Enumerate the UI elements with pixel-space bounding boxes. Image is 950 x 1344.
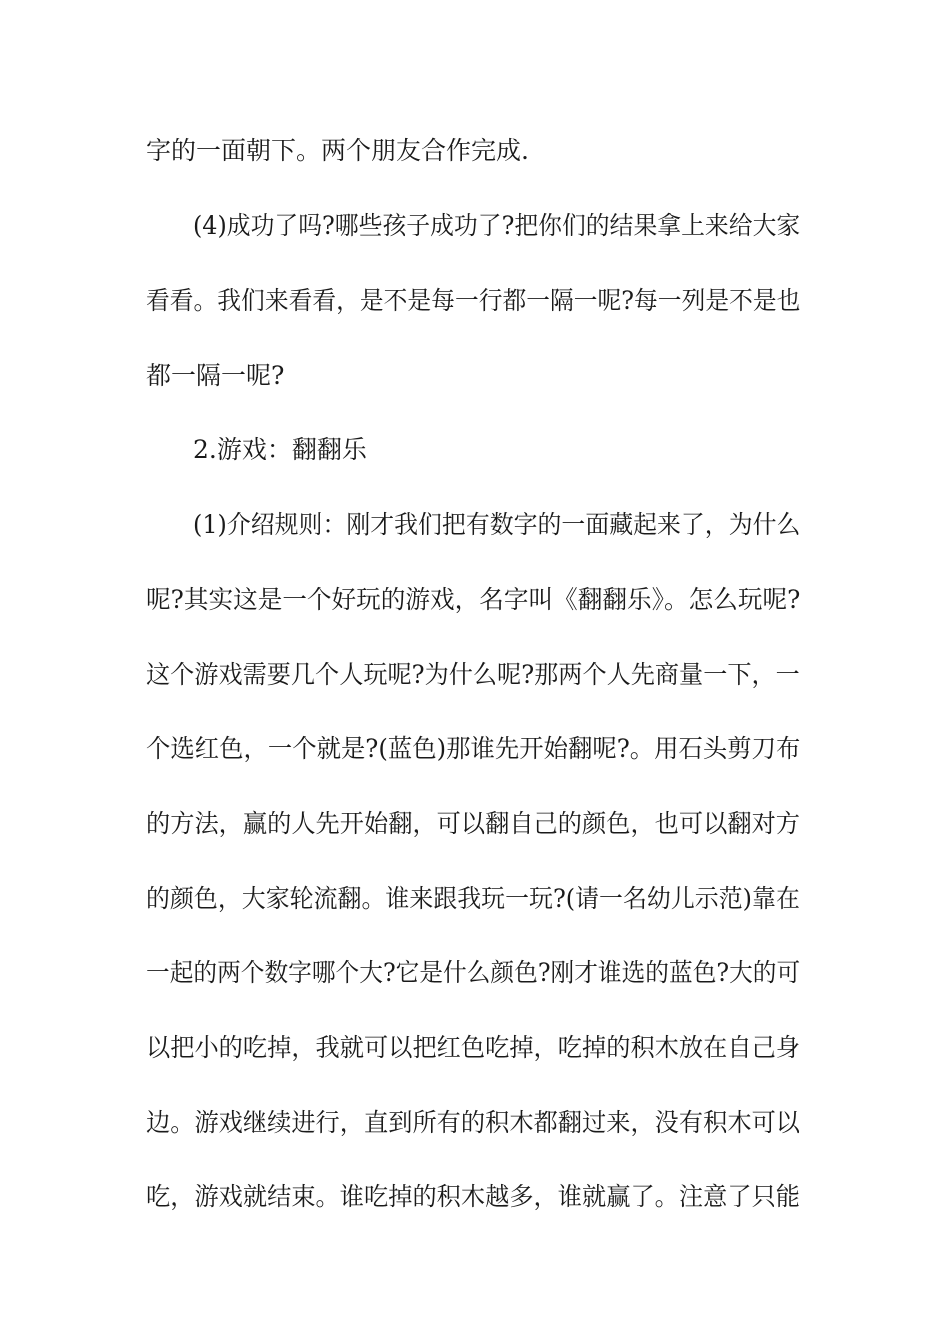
- section-heading: 2.游戏：翻翻乐: [193, 435, 367, 464]
- text-line: 个选红色，一个就是?(蓝色)那谁先开始翻呢?。用石头剪刀布: [146, 734, 801, 763]
- text-line: 一起的两个数字哪个大?它是什么颜色?刚才谁选的蓝色?大的可: [146, 958, 801, 987]
- text-line: (4)成功了吗?哪些孩子成功了?把你们的结果拿上来给大家: [193, 211, 801, 240]
- text-line: 看看。我们来看看，是不是每一行都一隔一呢?每一列是不是也: [146, 286, 801, 315]
- text-line: 的颜色，大家轮流翻。谁来跟我玩一玩?(请一名幼儿示范)靠在: [146, 884, 800, 913]
- text-line: 吃，游戏就结束。谁吃掉的积木越多，谁就赢了。注意了只能: [146, 1182, 801, 1211]
- text-line: 这个游戏需要几个人玩呢?为什么呢?那两个人先商量一下，一: [146, 660, 800, 689]
- text-line: 都一隔一呢?: [146, 361, 285, 390]
- text-line: 以把小的吃掉，我就可以把红色吃掉，吃掉的积木放在自己身: [146, 1033, 801, 1062]
- text-line: (1)介绍规则：刚才我们把有数字的一面藏起来了，为什么: [193, 510, 801, 539]
- text-line: 的方法，赢的人先开始翻，可以翻自己的颜色，也可以翻对方: [146, 809, 801, 838]
- text-line: 字的一面朝下。两个朋友合作完成.: [146, 136, 529, 165]
- text-line: 边。游戏继续进行，直到所有的积木都翻过来，没有积木可以: [146, 1108, 801, 1137]
- text-line: 呢?其实这是一个好玩的游戏，名字叫《翻翻乐》。怎么玩呢?: [146, 585, 801, 614]
